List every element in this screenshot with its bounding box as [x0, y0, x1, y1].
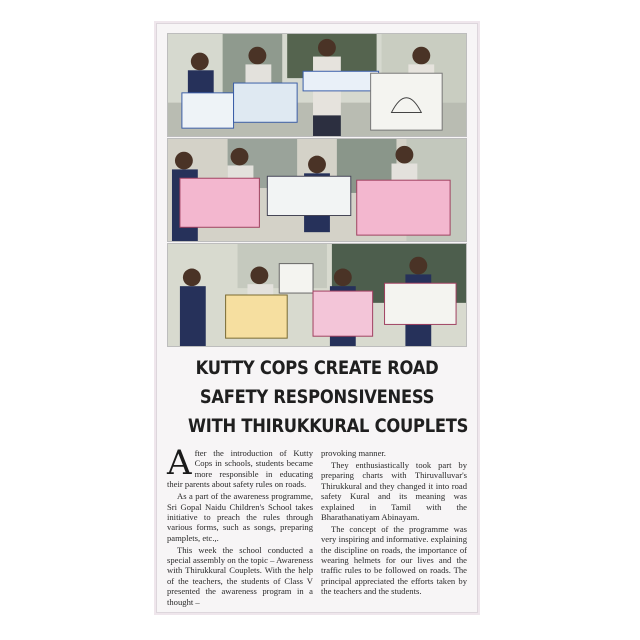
- article-paragraph: provoking manner.: [321, 448, 386, 458]
- photo-students-holding-charts-1: [167, 33, 467, 137]
- article-paragraph: The concept of the programme was very inspiring and informative. explaining the discipline on roads, the importance of wearing helmets for our lives and the traffic rules to be followed on roads. The principal appreciated the efforts taken by the teachers and the students.: [321, 523, 467, 597]
- article-headline: [188, 354, 469, 441]
- drop-cap: A: [167, 443, 192, 483]
- article-paragraph: They enthusiastically took part by preparing charts with Thiruvalluvar's Thirukkural and they changed it into road safety Kural and its meaning was explained in Tamil with the Bharathanatiyam Abinayam.: [321, 459, 467, 522]
- headline-line-3: WITH THIRUKKURAL COUPLETS: [188, 415, 469, 437]
- photo-students-holding-charts-2: [167, 138, 467, 242]
- article-column-left: [167, 443, 313, 609]
- newspaper-clipping: [156, 23, 478, 613]
- article-body: [167, 443, 467, 608]
- headline-line-1: KUTTY COPS CREATE ROAD: [195, 357, 439, 379]
- headline-line-2: SAFETY RESPONSIVENESS: [199, 386, 435, 408]
- article-column-right: [321, 448, 467, 598]
- article-paragraph: As a part of the awareness programme, Sri Gopal Naidu Children's School takes initiative to preach the rules through various forms, such as songs, preparing pamplets, etc.,.: [167, 491, 313, 543]
- photo-students-holding-charts-3: [167, 243, 467, 347]
- article-lead-text: fter the introduction of Kutty Cops in schools, students became more responsible in educating their parents about safety rules on roads.: [167, 448, 313, 490]
- article-paragraph: [167, 443, 313, 490]
- article-paragraph: This week the school conducted a special assembly on the topic – Awareness with Thirukkural Couplets. With the help of the teachers, the students of Class V presented the awareness program in a thought –: [167, 544, 313, 607]
